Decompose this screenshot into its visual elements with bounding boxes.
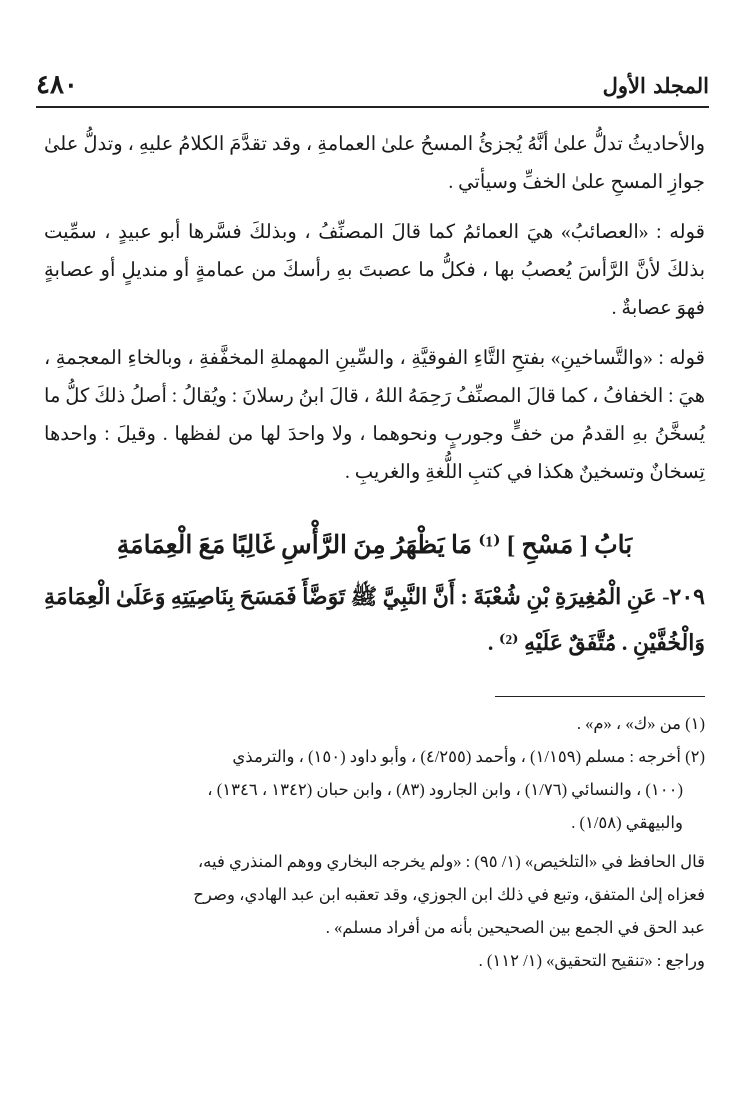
running-header (36, 66, 709, 108)
footnote-2-note-line: عبد الحق في الجمع بين الصحيحين بأنه من أفراد مسلم» . (325, 918, 705, 937)
chapter-heading: بَابُ [ مَسْحِ ] ⁽¹⁾ مَا يَظْهَرُ مِنَ الرَّأْسِ غَالِبًا مَعَ الْعِمَامَةِ (116, 532, 633, 559)
footnote-2-line: والبيهقي (١/٥٨) . (571, 813, 683, 832)
footnote-2-line: (١٠٠) ، والنسائي (١/٧٦) ، وابن الجارود (٨٣) ، وابن حبان (١٣٤٢ ، ١٣٤٦) ، (207, 780, 683, 799)
footnote-2-line: (٢) أخرجه : مسلم (١/١٥٩) ، وأحمد (٤/٢٥٥) ، وأبو داود (١٥٠) ، والترمذي (232, 747, 705, 766)
page-number: ٤٨٠ (36, 70, 78, 100)
footnote-2-note-line: فعزاه إلىٰ المتفق، وتبع في ذلك ابن الجوزي، وقد تعقبه ابن عبد الهادي، وصرح (193, 885, 705, 904)
commentary-paragraph: قوله : «والتَّساخينِ» بفتحِ التَّاءِ الفوقيَّةِ ، والسِّينِ المهملةِ المخفَّفةِ ، وبالخاءِ المعجمةِ ، هيَ : الخفافُ ، كما قالَ المصنِّفُ رَحِمَهُ اللهُ ، قالَ ابنُ رسلانَ : ويُقالُ : أصلُ ذلكَ كلُّ ما يُسخَّنُ بهِ القدمُ من خفٍّ وجوربٍ ونحوهما ، ولا واحدَ لها من لفظها . وقيلَ : واحدها تِسخانٌ وتسخينٌ هكذا في كتبِ اللُّغةِ والغريبِ . (44, 348, 705, 483)
footnote-2-note-line: قال الحافظ في «التلخيص» (١/ ٩٥) : «ولم يخرجه البخاري ووهم المنذري فيه، (197, 852, 705, 871)
footnote-1: (١) من «ك» ، «م» . (576, 714, 705, 733)
footnotes (44, 707, 705, 977)
volume-title: المجلد الأول (602, 73, 709, 98)
footnote-2-note-line: وراجع : «تنقيح التحقيق» (١/ ١١٢) . (478, 951, 705, 970)
commentary-paragraph: قوله : «العصائبُ» هيَ العمائمُ كما قالَ المصنِّفُ ، وبذلكَ فسَّرها أبو عبيدٍ ، سمِّيت بذلكَ لأنَّ الرَّأسَ يُعصبُ بها ، فكلُّ ما عصبتَ بهِ رأسكَ من عمامةٍ أو منديلٍ أو عصابةٍ فهوَ عصابةٌ . (44, 222, 705, 319)
footnote-divider (495, 696, 705, 697)
page-body (44, 126, 705, 977)
commentary-paragraph: والأحاديثُ تدلُّ علىٰ أنَّهُ يُجزئُ المسحُ علىٰ العمامةِ ، وقد تقدَّمَ الكلامُ عليهِ ، وتدلُّ علىٰ جوازِ المسحِ علىٰ الخفِّ وسيأتي . (44, 134, 705, 193)
hadith-text: ٢٠٩- عَنِ الْمُغِيرَةِ بْنِ شُعْبَةَ : أَنَّ النَّبِيَّ ﷺ تَوَضَّأَ فَمَسَحَ بِنَاصِيَتِهِ وَعَلَىٰ الْعِمَامَةِ وَالْخُفَّيْنِ . مُتَّفَقٌ عَلَيْهِ ⁽²⁾ . (44, 584, 705, 655)
